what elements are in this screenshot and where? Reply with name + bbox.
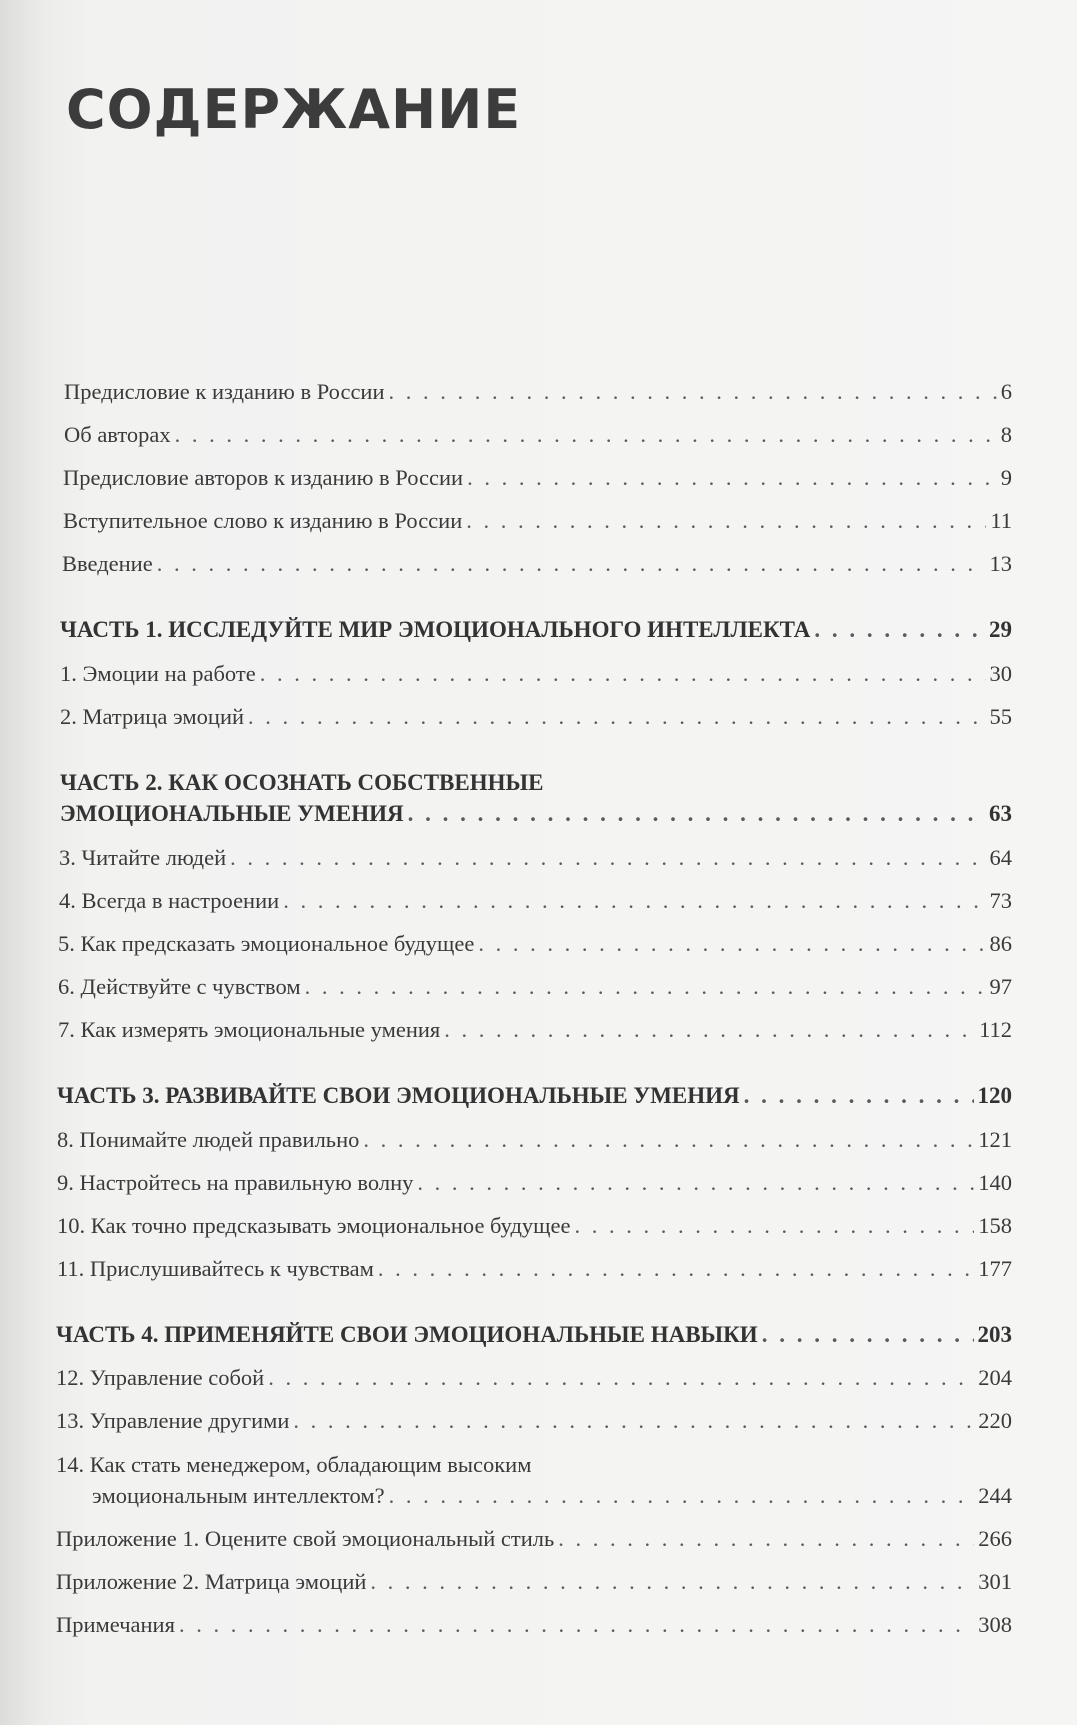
toc-entry-title: 11. Прислушивайтесь к чувствам xyxy=(57,1256,374,1281)
toc-entry-title: ЭМОЦИОНАЛЬНЫЕ УМЕНИЯ xyxy=(60,801,404,826)
toc-entry xyxy=(58,1013,1012,1047)
toc-entry-page: 121 xyxy=(978,1127,1012,1152)
toc-leader xyxy=(389,375,997,409)
toc-entry-title: ЧАСТЬ 4. ПРИМЕНЯЙТЕ СВОИ ЭМОЦИОНАЛЬНЫЕ НАВЫКИ xyxy=(56,1322,758,1347)
toc-entry-title: ЧАСТЬ 1. ИССЛЕДУЙТЕ МИР ЭМОЦИОНАЛЬНОГО ИНТЕЛЛЕКТА xyxy=(60,617,811,642)
toc-entry-title: ЧАСТЬ 3. РАЗВИВАЙТЕ СВОИ ЭМОЦИОНАЛЬНЫЕ УМЕНИЯ xyxy=(57,1083,740,1108)
toc-entry xyxy=(64,375,1012,409)
toc-leader xyxy=(408,797,985,831)
toc-leader xyxy=(389,1479,975,1513)
toc-entry-page: 97 xyxy=(989,974,1012,999)
toc-entry-page: 177 xyxy=(978,1256,1012,1281)
toc-entry-title: Введение xyxy=(62,551,153,576)
toc-entry-page: 6 xyxy=(1000,379,1012,404)
toc-leader xyxy=(260,657,986,691)
toc-entry-title: Приложение 2. Матрица эмоций xyxy=(56,1569,367,1594)
toc-entry-title: 10. Как точно предсказывать эмоциональное будущее xyxy=(57,1213,571,1238)
toc-entry xyxy=(64,418,1012,452)
toc-entry-title: 4. Всегда в настроении xyxy=(59,888,280,913)
toc-entry-title: Предисловие авторов к изданию в России xyxy=(63,465,464,490)
toc-entry-title: эмоциональным интеллектом? xyxy=(92,1483,385,1508)
toc-entry-title: 13. Управление другими xyxy=(56,1408,290,1433)
toc-entry-page: 220 xyxy=(978,1408,1012,1433)
toc-leader xyxy=(744,1079,974,1113)
toc-leader xyxy=(444,1013,975,1047)
toc-entry xyxy=(57,1252,1012,1286)
toc-leader xyxy=(363,1123,974,1157)
toc-leader xyxy=(478,927,985,961)
toc-entry xyxy=(62,547,1012,581)
toc-entry-page: 301 xyxy=(978,1569,1012,1594)
toc-entry-title: 7. Как измерять эмоциональные умения xyxy=(58,1017,441,1042)
toc-part-heading xyxy=(60,613,1012,647)
toc-entry xyxy=(58,970,1012,1004)
toc-entry xyxy=(56,1404,1012,1438)
toc-entry-page: 64 xyxy=(989,845,1012,870)
toc-entry-page: 8 xyxy=(1000,422,1012,447)
toc-entry-page: 244 xyxy=(978,1483,1012,1508)
toc-leader xyxy=(283,884,985,918)
toc-entry-page: 308 xyxy=(978,1612,1012,1637)
toc-entry-page: 29 xyxy=(989,617,1012,642)
toc-entry-title: Об авторах xyxy=(64,422,171,447)
toc-entry xyxy=(56,1522,1012,1556)
toc-entry-title: Вступительное слово к изданию в России xyxy=(63,508,463,533)
toc-entry xyxy=(59,884,1012,918)
toc-leader xyxy=(370,1565,974,1599)
toc-leader xyxy=(230,841,985,875)
toc-entry xyxy=(56,1361,1012,1395)
toc-leader xyxy=(179,1608,974,1642)
toc-entry xyxy=(56,1608,1012,1642)
toc-entry xyxy=(60,657,1012,691)
toc-entry xyxy=(63,461,1012,495)
toc-leader xyxy=(248,700,985,734)
toc-entry-page: 204 xyxy=(978,1365,1012,1390)
toc-leader xyxy=(417,1166,974,1200)
toc-entry-page: 140 xyxy=(978,1170,1012,1195)
toc-entry-page: 86 xyxy=(989,931,1012,956)
toc-entry-title: 6. Действуйте с чувством xyxy=(58,974,301,999)
toc-entry-page: 73 xyxy=(989,888,1012,913)
toc-entry xyxy=(63,504,1012,538)
toc-leader xyxy=(293,1404,974,1438)
toc-entry-title: 12. Управление собой xyxy=(56,1365,265,1390)
toc-entry-page: 13 xyxy=(989,551,1012,576)
toc-entry-title: Приложение 1. Оцените свой эмоциональный стиль xyxy=(56,1526,555,1551)
toc-entry-page: 55 xyxy=(989,704,1012,729)
toc-part-heading-line1: ЧАСТЬ 2. КАК ОСОЗНАТЬ СОБСТВЕННЫЕ xyxy=(60,770,544,795)
toc-leader xyxy=(157,547,986,581)
toc-leader xyxy=(762,1318,974,1352)
toc-entry-page: 112 xyxy=(979,1017,1012,1042)
toc-entry-title: 1. Эмоции на работе xyxy=(60,661,256,686)
toc-entry xyxy=(56,1565,1012,1599)
toc-leader xyxy=(378,1252,974,1286)
toc-leader xyxy=(268,1361,974,1395)
toc-leader xyxy=(467,461,997,495)
toc-entry xyxy=(58,927,1012,961)
toc-leader xyxy=(814,613,985,647)
toc-entry-page: 203 xyxy=(977,1322,1012,1347)
toc-entry-page: 9 xyxy=(1000,465,1012,490)
toc-entry-title: 5. Как предсказать эмоциональное будущее xyxy=(58,931,475,956)
toc-entry-title: 3. Читайте людей xyxy=(59,845,227,870)
toc-entry xyxy=(92,1479,1012,1513)
toc-leader xyxy=(175,418,997,452)
toc-entry-title: 8. Понимайте людей правильно xyxy=(57,1127,360,1152)
toc-part-heading xyxy=(56,1318,1012,1352)
toc-entry xyxy=(57,1166,1012,1200)
toc-entry-title: Предисловие к изданию в России xyxy=(64,379,385,404)
toc-part-heading xyxy=(60,797,1012,831)
toc-entry-page: 11 xyxy=(990,508,1012,533)
toc-entry-page: 120 xyxy=(977,1083,1012,1108)
toc-entry-title: 2. Матрица эмоций xyxy=(60,704,245,729)
toc-entry-page: 158 xyxy=(978,1213,1012,1238)
toc-entry-page: 30 xyxy=(989,661,1012,686)
toc-entry xyxy=(57,1123,1012,1157)
toc-entry xyxy=(60,700,1012,734)
toc-leader xyxy=(574,1209,974,1243)
toc-entry xyxy=(59,841,1012,875)
toc-entry-title: Примечания xyxy=(56,1612,175,1637)
toc-leader xyxy=(466,504,986,538)
toc-part-heading xyxy=(57,1079,1012,1113)
toc-entry xyxy=(57,1209,1012,1243)
toc-entry-title: 9. Настройтесь на правильную волну xyxy=(57,1170,414,1195)
toc-entry-title-line1: 14. Как стать менеджером, обладающим высоким xyxy=(56,1452,532,1477)
toc-entry-page: 63 xyxy=(989,801,1012,826)
toc-entry-page: 266 xyxy=(978,1526,1012,1551)
toc-leader xyxy=(305,970,986,1004)
page-title: СОДЕРЖАНИЕ xyxy=(66,78,522,141)
toc-leader xyxy=(558,1522,974,1556)
